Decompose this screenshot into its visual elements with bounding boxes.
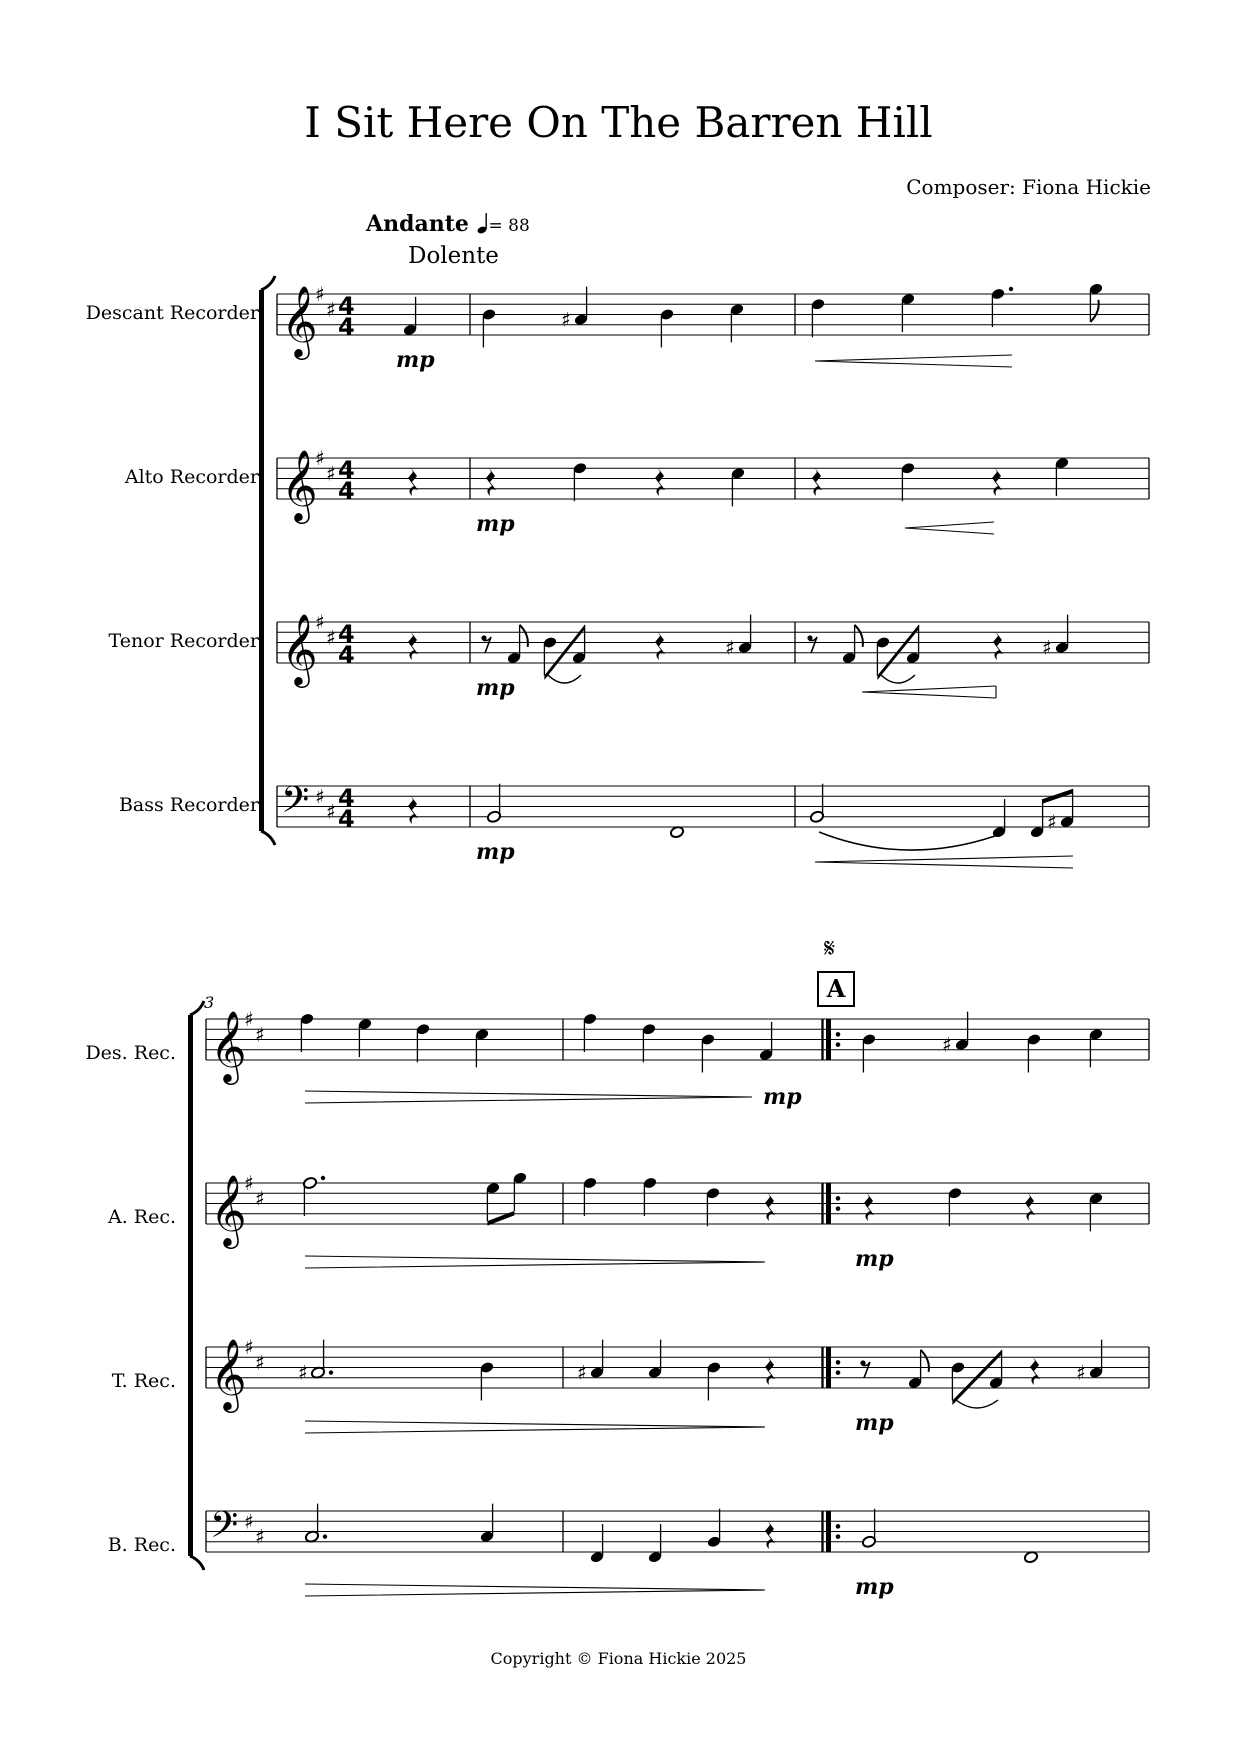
slur (819, 832, 995, 850)
tempo-text: Andante (366, 211, 469, 237)
quarter-rest (765, 1357, 775, 1385)
time-signature-numerator: 4 (338, 620, 355, 648)
sharp-accidental: ♯ (1076, 1360, 1086, 1385)
quarter-rest (765, 1521, 775, 1549)
dynamic-marking: mp (855, 1410, 894, 1436)
treble-clef-icon: 𝄞 (210, 1337, 247, 1410)
quarter-rest (655, 632, 665, 660)
sharp-key-signature: ♯ (255, 1350, 265, 1375)
sharp-accidental: ♯ (725, 635, 735, 660)
quarter-rest (1030, 1357, 1040, 1385)
sharp-key-signature: ♯ (326, 297, 336, 322)
sharp-key-signature: ♯ (244, 1171, 254, 1195)
instrument-name-tenor: Tenor Recorder (108, 630, 259, 652)
dynamic-marking: mp (763, 1084, 802, 1110)
dynamic-marking: mp (855, 1574, 894, 1600)
decrescendo-hairpin (305, 1091, 752, 1103)
time-signature-denominator: 4 (338, 313, 355, 341)
sharp-accidental: ♯ (1042, 635, 1052, 660)
time-signature-denominator: 4 (338, 805, 355, 833)
slur (881, 675, 915, 683)
time-signature-numerator: 4 (338, 292, 355, 320)
sharp-key-signature: ♯ (255, 1186, 265, 1211)
system-bracket (259, 290, 264, 831)
tempo-bpm: = 88 (488, 216, 530, 236)
copyright-notice: Copyright © Fiona Hickie 2025 (490, 1649, 747, 1668)
dynamic-marking: mp (855, 1246, 894, 1272)
instrument-short-bass: B. Rec. (107, 1534, 176, 1556)
instrument-name-descant: Descant Recorder (85, 302, 259, 324)
dynamic-marking: mp (476, 675, 515, 701)
augmentation-dot (323, 1534, 327, 1538)
repeat-dot (836, 1032, 841, 1037)
quarter-rest (812, 468, 822, 496)
sharp-key-signature: ♯ (255, 1524, 265, 1549)
sharp-key-signature: ♯ (326, 799, 336, 824)
sharp-key-signature: ♯ (255, 1022, 265, 1047)
composer-credit: Composer: Fiona Hickie (906, 175, 1151, 199)
quarter-rest (993, 632, 1003, 660)
system-bracket (188, 1015, 193, 1556)
score-title: I Sit Here On The Barren Hill (304, 98, 933, 147)
sharp-key-signature: ♯ (315, 784, 325, 809)
sharp-accidental: ♯ (561, 307, 571, 332)
sharp-key-signature: ♯ (244, 1509, 254, 1534)
dynamic-marking: mp (476, 839, 515, 865)
sharp-key-signature: ♯ (326, 625, 336, 650)
crescendo-hairpin (815, 856, 1073, 868)
dynamic-marking: mp (396, 347, 435, 373)
instrument-name-bass: Bass Recorder (118, 794, 259, 816)
repeat-bar-line (826, 1347, 831, 1388)
quarter-rest (486, 468, 496, 496)
time-signature-denominator: 4 (338, 641, 355, 669)
system-bracket (261, 831, 275, 845)
repeat-dot (836, 1196, 841, 1201)
quarter-rest (864, 1193, 874, 1221)
measure-number: 3 (204, 993, 215, 1012)
system-bracket (261, 276, 275, 290)
crescendo-hairpin (905, 522, 994, 534)
repeat-dot (836, 1534, 841, 1539)
instrument-short-tenor: T. Rec. (111, 1370, 176, 1392)
system-bracket (190, 1001, 204, 1015)
quarter-rest (1025, 1193, 1035, 1221)
augmentation-dot (1009, 287, 1013, 291)
quarter-rest (408, 796, 418, 824)
quarter-rest (992, 468, 1002, 496)
time-signature-numerator: 4 (338, 456, 355, 484)
rehearsal-mark: A (817, 971, 855, 1007)
treble-clef-icon: 𝄞 (210, 1173, 247, 1246)
sharp-accidental: ♯ (1047, 809, 1057, 834)
repeat-bar-line (826, 1511, 831, 1552)
quarter-rest (408, 632, 418, 660)
augmentation-dot (329, 1370, 333, 1374)
slur (548, 675, 581, 683)
repeat-bar-line (826, 1183, 831, 1224)
sharp-key-signature: ♯ (315, 282, 325, 306)
sharp-accidental: ♯ (577, 1360, 587, 1385)
repeat-dot (836, 1042, 841, 1047)
dynamic-marking: mp (476, 511, 515, 537)
segno-icon: 𝄋 (824, 934, 836, 964)
treble-clef-icon: 𝄞 (210, 1009, 247, 1082)
instrument-name-alto: Alto Recorder (124, 466, 259, 488)
sharp-accidental: ♯ (298, 1360, 308, 1385)
eighth-beam (487, 1211, 514, 1226)
sharp-accidental: ♯ (942, 1032, 952, 1057)
quarter-rest (765, 1193, 775, 1221)
sharp-key-signature: ♯ (244, 1335, 254, 1359)
sharp-key-signature: ♯ (315, 610, 325, 634)
repeat-dot (836, 1206, 841, 1211)
crescendo-hairpin (862, 686, 996, 698)
quarter-rest (408, 468, 418, 496)
crescendo-hairpin (815, 355, 1012, 367)
bass-clef-icon: 𝄢 (281, 779, 310, 830)
sharp-key-signature: ♯ (244, 1007, 254, 1031)
time-signature-denominator: 4 (338, 477, 355, 505)
augmentation-dot (321, 1176, 325, 1180)
system-bracket (190, 1556, 204, 1570)
repeat-dot (836, 1360, 841, 1365)
expression-marking: Dolente (408, 243, 499, 269)
repeat-dot (836, 1370, 841, 1375)
quarter-rest (655, 468, 665, 496)
treble-clef-icon: 𝄞 (281, 448, 318, 521)
instrument-short-descant: Des. Rec. (85, 1042, 176, 1064)
eighth-flag (855, 625, 863, 647)
decrescendo-hairpin (305, 1256, 765, 1268)
decrescendo-hairpin (305, 1584, 765, 1596)
instrument-short-alto: A. Rec. (107, 1206, 176, 1228)
decrescendo-hairpin (305, 1421, 765, 1433)
repeat-bar-line (826, 1019, 831, 1060)
eighth-flag (1090, 300, 1098, 322)
sharp-key-signature: ♯ (326, 461, 336, 486)
eighth-flag (520, 625, 528, 647)
eighth-flag (921, 1350, 929, 1372)
time-signature-numerator: 4 (338, 784, 355, 812)
treble-clef-icon: 𝄞 (281, 612, 318, 685)
bass-clef-icon: 𝄢 (210, 1504, 239, 1555)
slur (956, 1400, 998, 1408)
treble-clef-icon: 𝄞 (281, 284, 318, 357)
sharp-key-signature: ♯ (315, 446, 325, 470)
repeat-dot (836, 1524, 841, 1529)
